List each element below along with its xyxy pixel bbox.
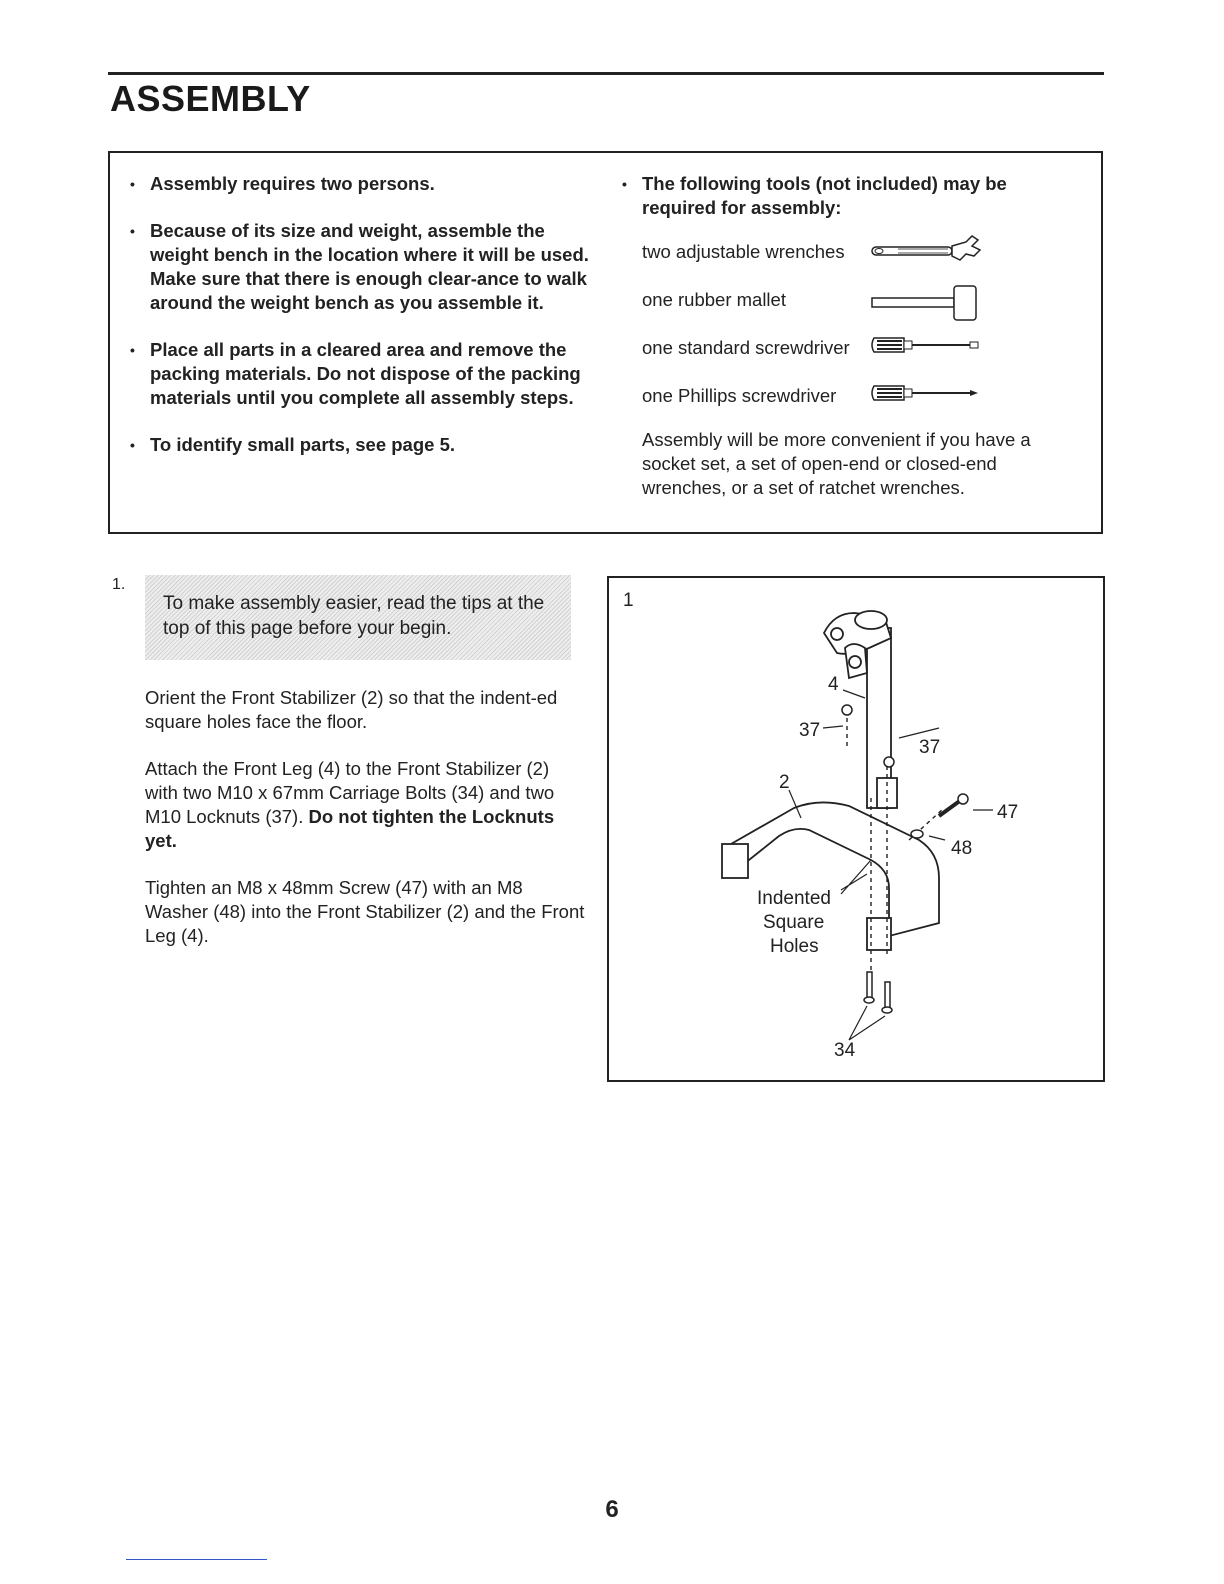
tool-row [622,336,1082,384]
tip-bullet: • Assembly requires two persons. [130,172,590,196]
label-carriage-bolts: 34 [834,1040,856,1061]
label-indented-holes: Holes [770,936,819,957]
footer-link-underline[interactable] [126,1559,267,1560]
header-rule [108,72,1104,75]
standard-screwdriver-icon [868,330,983,360]
assembly-tips-box [108,151,1103,534]
instruction-warning: Do not tighten the Locknuts yet. [145,806,555,851]
tip-bullet: • Place all parts in a cleared area and remove the packing materials. Do not dispose of the packing materials until you complete all assembly steps. [130,338,590,410]
step-number: 1. [112,576,126,593]
label-front-leg: 4 [828,674,839,695]
instruction-text: Attach the Front Leg (4) to the Front Stabilizer (2) with two M10 x 67mm Carriage Bolts (34) and two M10 Locknuts (37). [145,758,555,827]
tools-heading: • The following tools (not included) may be required for assembly: [622,172,1082,220]
tool-label: one rubber mallet [642,289,786,310]
label-indented-holes: Indented [757,888,831,909]
assembly-diagram [607,576,1105,1082]
step-instructions [145,686,585,971]
tool-row [622,288,1082,336]
washer-48 [911,830,923,838]
tip-callout: To make assembly easier, read the tips at the top of this page before your begin. [145,575,571,660]
screw-47 [939,794,968,816]
tips-right-column [622,172,1082,500]
phillips-screwdriver-icon [868,378,983,408]
label-locknut-left: 37 [799,720,821,741]
label-locknut-right: 37 [919,737,941,758]
page-number: 6 [605,1496,619,1523]
rubber-mallet-icon [868,282,983,326]
label-washer: 48 [951,838,973,859]
tip-bullet: • To identify small parts, see page 5. [130,433,590,457]
label-screw: 47 [997,802,1019,823]
page-title: ASSEMBLY [110,78,311,119]
tool-row [622,240,1082,288]
tool-label: two adjustable wrenches [642,241,845,262]
label-stabilizer: 2 [779,772,790,793]
tips-left-column [130,172,590,480]
instruction-paragraph: Tighten an M8 x 48mm Screw (47) with an M8 Washer (48) into the Front Stabilizer (2) and the Front Leg (4). [145,877,585,946]
instruction-paragraph: Orient the Front Stabilizer (2) so that the indent-ed square holes face the floor. [145,687,558,732]
tool-label: one standard screwdriver [642,337,850,358]
adjustable-wrench-icon [868,234,983,268]
carriage-bolts-34 [864,972,892,1013]
label-indented-holes: Square [763,912,825,933]
figure-number: 1 [623,590,634,611]
front-stabilizer [722,802,939,950]
tip-bullet: • Because of its size and weight, assemble the weight bench in the location where it will be used. Make sure that there is enough clear-ance to walk around the weight bench as you assemble it. [130,219,590,315]
instruction-paragraph [145,757,585,853]
front-leg [824,611,897,808]
tool-row [622,384,1082,432]
diagram-drawing [609,578,1103,1080]
tool-label: one Phillips screwdriver [642,385,837,406]
tools-note: Assembly will be more convenient if you have a socket set, a set of open-end or closed-end wrenches, or a set of ratchet wrenches. [642,429,1031,498]
